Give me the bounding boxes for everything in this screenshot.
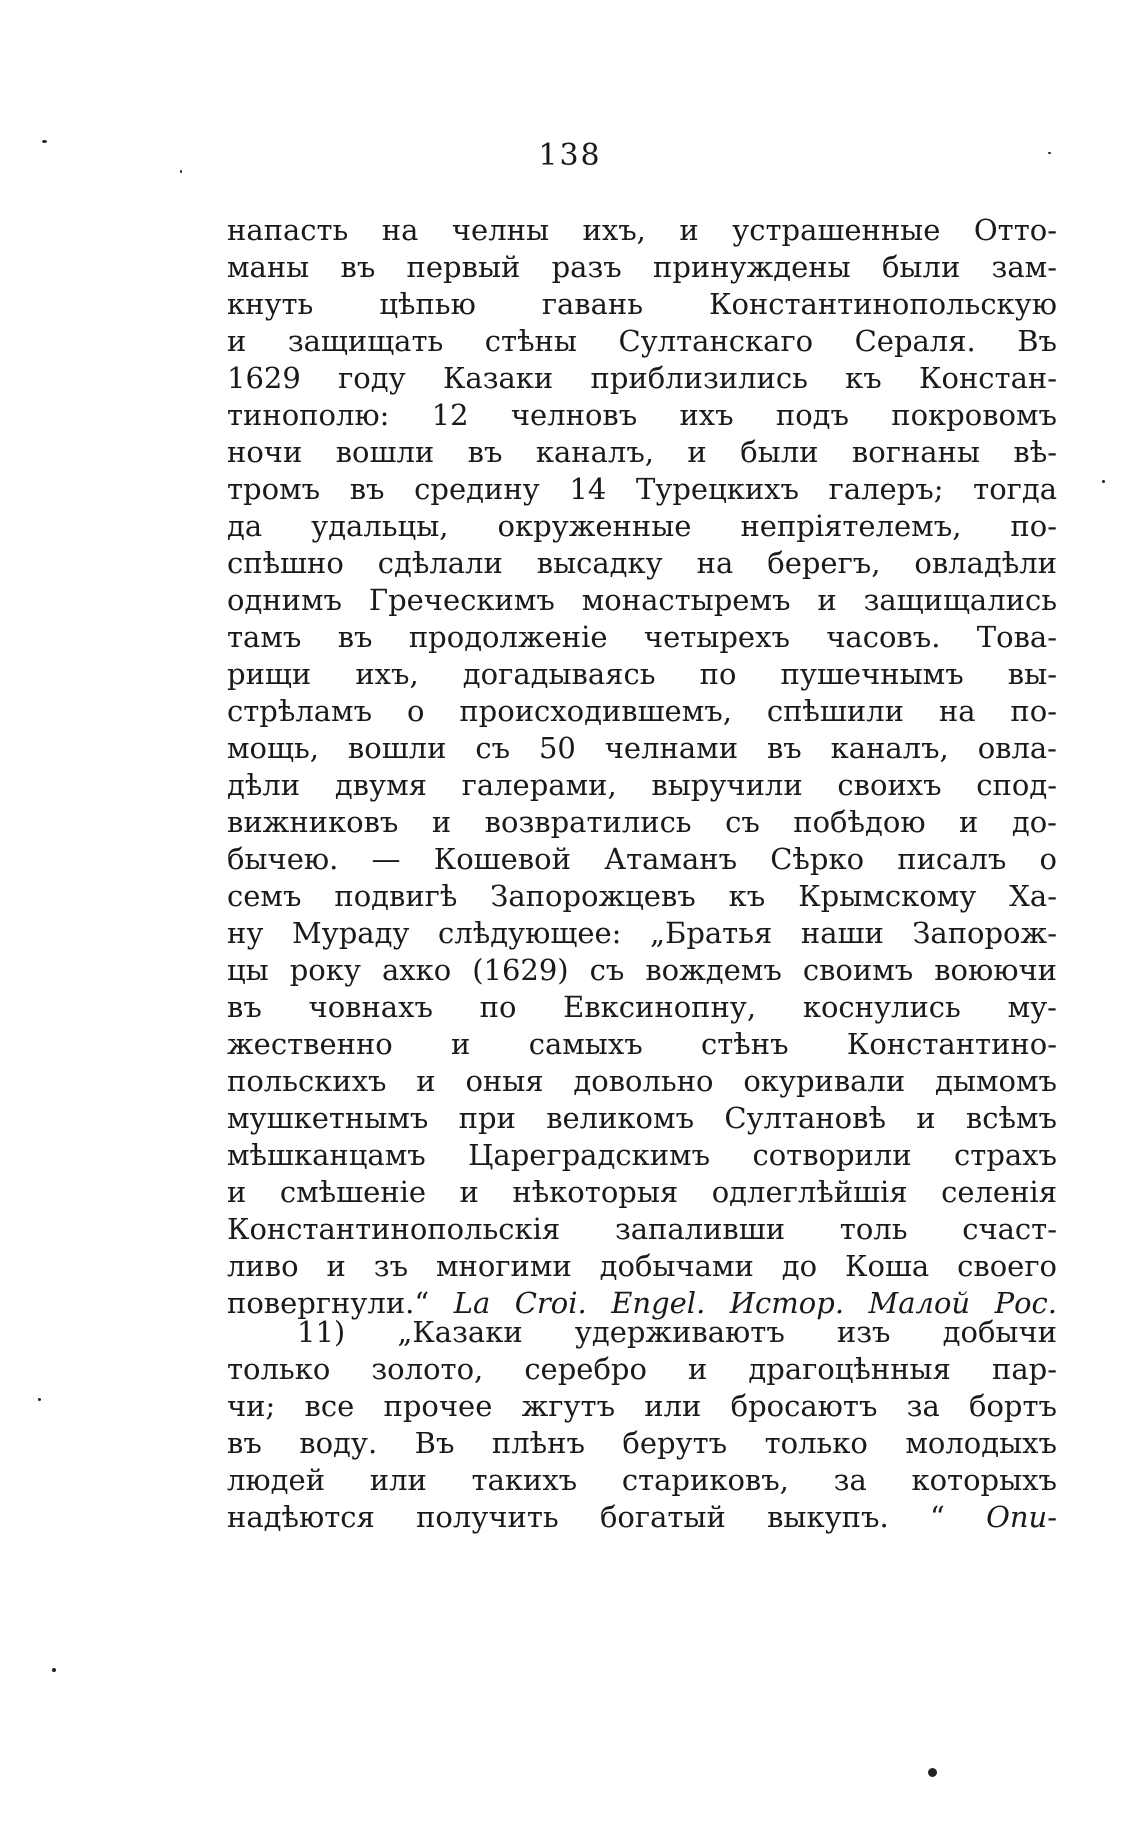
text-line: спѣшно сдѣлали высадку на берегъ, овладѣли xyxy=(227,546,1057,580)
page-number: 138 xyxy=(538,138,602,173)
text-line: рищи ихъ, догадываясь по пушечнымъ вы- xyxy=(227,657,1057,691)
scan-speck xyxy=(42,140,47,143)
text-line: ночи вошли въ каналъ, и были вогнаны вѣ- xyxy=(227,435,1057,469)
scan-speck xyxy=(180,170,182,173)
text-line: и защищать стѣны Султанскаго Сераля. Въ xyxy=(227,324,1057,358)
scan-speck xyxy=(1102,480,1105,483)
text-line: однимъ Греческимъ монастыремъ и защищались xyxy=(227,583,1057,617)
text-line: тромъ въ средину 14 Турецкихъ галеръ; тогда xyxy=(227,472,1057,506)
text-line: людей или такихъ стариковъ, за которыхъ xyxy=(227,1463,1057,1497)
scan-speck xyxy=(38,1398,41,1401)
text-line: стрѣламъ о происходившемъ, спѣшили на по- xyxy=(227,694,1057,728)
text-line: напасть на челны ихъ, и устрашенные Отто- xyxy=(227,213,1057,247)
text-line: польскихъ и оныя довольно окуривали дымомъ xyxy=(227,1064,1057,1098)
text-segment: повергнули.“ xyxy=(227,1286,430,1320)
text-segment: надѣются получить богатый выкупъ. “ xyxy=(227,1500,945,1534)
text-line: въ воду. Въ плѣнъ берутъ только молодыхъ xyxy=(227,1426,1057,1460)
text-line: тамъ въ продолженіе четырехъ часовъ. Това- xyxy=(227,620,1057,654)
text-line: ну Мураду слѣдующее: „Братья наши Запорож- xyxy=(227,916,1057,950)
text-line: жественно и самыхъ стѣнъ Константино- xyxy=(227,1027,1057,1061)
text-line: бычею. — Кошевой Атаманъ Сѣрко писалъ о xyxy=(227,842,1057,876)
scan-speck xyxy=(1048,152,1051,154)
citation: La Croi. Engel. Истор. Малой Рос. xyxy=(453,1286,1058,1320)
text-line: 11) „Казаки удерживаютъ изъ добычи xyxy=(297,1315,1057,1349)
text-line: и смѣшеніе и нѣкоторыя одлеглѣйшія селенія xyxy=(227,1175,1057,1209)
text-line: 1629 году Казаки приблизились къ Констан- xyxy=(227,361,1057,395)
text-line: мѣшканцамъ Цареградскимъ сотворили страхъ xyxy=(227,1138,1057,1172)
scan-speck xyxy=(52,1668,56,1672)
text-line: кнуть цѣпью гавань Константинопольскую xyxy=(227,287,1057,321)
text-line: Константинопольскія запаливши толь счаст- xyxy=(227,1212,1057,1246)
text-line: да удальцы, окруженные непріятелемъ, по- xyxy=(227,509,1057,543)
footnote-11 xyxy=(227,1314,1057,1536)
text-line: мощь, вошли съ 50 челнами въ каналъ, овла- xyxy=(227,731,1057,765)
text-line: ливо и зъ многими добычами до Коша своего xyxy=(227,1249,1057,1283)
text-line: дѣли двумя галерами, выручили своихъ спод- xyxy=(227,768,1057,802)
text-line: чи; все прочее жгутъ или бросаютъ за бортъ xyxy=(227,1389,1057,1423)
italic-continuation: Опи- xyxy=(986,1500,1058,1534)
text-line xyxy=(227,1499,1057,1536)
text-line: маны въ первый разъ принуждены были зам- xyxy=(227,250,1057,284)
scan-speck xyxy=(928,1768,937,1777)
text-line: тинополю: 12 челновъ ихъ подъ покровомъ xyxy=(227,398,1057,432)
text-line: въ човнахъ по Евксинопну, коснулись му- xyxy=(227,990,1057,1024)
text-line: вижниковъ и возвратились съ побѣдою и до- xyxy=(227,805,1057,839)
text-line: только золото, серебро и драгоцѣнныя пар- xyxy=(227,1352,1057,1386)
text-line: мушкетнымъ при великомъ Султановѣ и всѣмъ xyxy=(227,1101,1057,1135)
footnote-continuation xyxy=(227,212,1057,1322)
text-line: цы року ахко (1629) съ вождемъ своимъ воюючи xyxy=(227,953,1057,987)
text-line: семъ подвигѣ Запорожцевъ къ Крымскому Ха- xyxy=(227,879,1057,913)
